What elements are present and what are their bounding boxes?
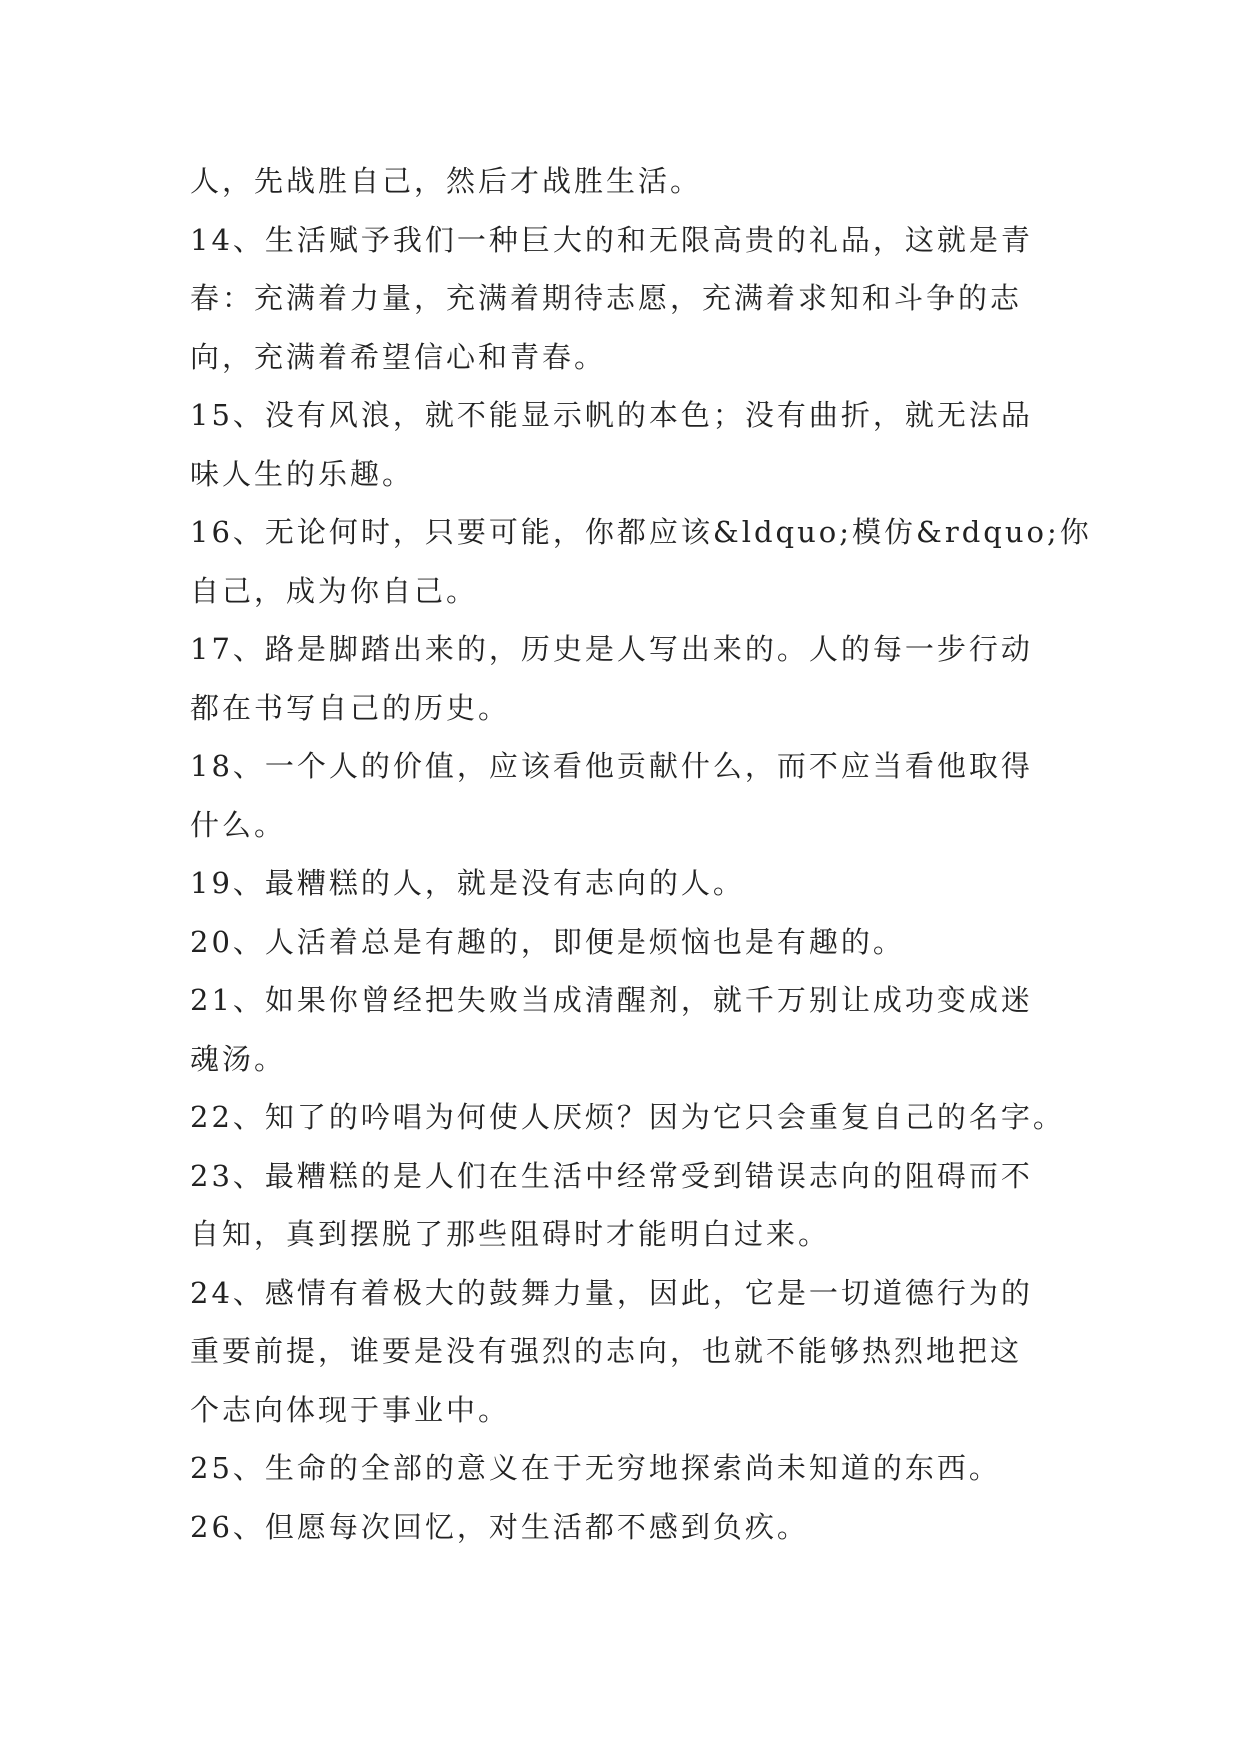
text-line: 18、一个人的价值，应该看他贡献什么，而不应当看他取得 <box>190 749 1033 783</box>
text-line: 22、知了的吟唱为何使人厌烦？因为它只会重复自己的名字。 <box>190 1100 1065 1134</box>
text-line: 20、人活着总是有趣的，即便是烦恼也是有趣的。 <box>190 924 905 959</box>
text-line: 重要前提，谁要是没有强烈的志向，也就不能够热烈地把这 <box>190 1334 1023 1368</box>
text-line: 什么。 <box>190 807 287 842</box>
text-line: 19、最糟糕的人，就是没有志向的人。 <box>190 866 745 900</box>
text-line: 17、路是脚踏出来的，历史是人写出来的。人的每一步行动 <box>190 632 1033 666</box>
text-line: 都在书写自己的历史。 <box>190 690 511 725</box>
text-line: 26、但愿每次回忆，对生活都不感到负疚。 <box>190 1509 809 1544</box>
text-line: 魂汤。 <box>190 1041 287 1076</box>
document-page <box>190 152 1092 1556</box>
text-line: 自己，成为你自己。 <box>190 573 479 608</box>
text-line: 自知，真到摆脱了那些阻碍时才能明白过来。 <box>190 1217 831 1251</box>
text-line: 24、感情有着极大的鼓舞力量，因此，它是一切道德行为的 <box>190 1275 1033 1310</box>
text-line: 16、无论何时，只要可能，你都应该&ldquo;模仿&rdquo;你 <box>190 515 1092 549</box>
text-line: 味人生的乐趣。 <box>190 456 415 491</box>
text-line: 向，充满着希望信心和青春。 <box>190 339 607 374</box>
text-line: 人，先战胜自己，然后才战胜生活。 <box>190 164 703 198</box>
text-line: 春：充满着力量，充满着期待志愿，充满着求知和斗争的志 <box>190 281 1023 315</box>
text-line: 21、如果你曾经把失败当成清醒剂，就千万别让成功变成迷 <box>190 983 1033 1017</box>
text-line: 15、没有风浪，就不能显示帆的本色；没有曲折，就无法品 <box>190 398 1033 432</box>
text-line: 个志向体现于事业中。 <box>190 1392 511 1427</box>
text-line: 25、生命的全部的意义在于无穷地探索尚未知道的东西。 <box>190 1451 1001 1485</box>
text-line: 23、最糟糕的是人们在生活中经常受到错误志向的阻碍而不 <box>190 1158 1033 1193</box>
text-line: 14、生活赋予我们一种巨大的和无限高贵的礼品，这就是青 <box>190 222 1033 257</box>
